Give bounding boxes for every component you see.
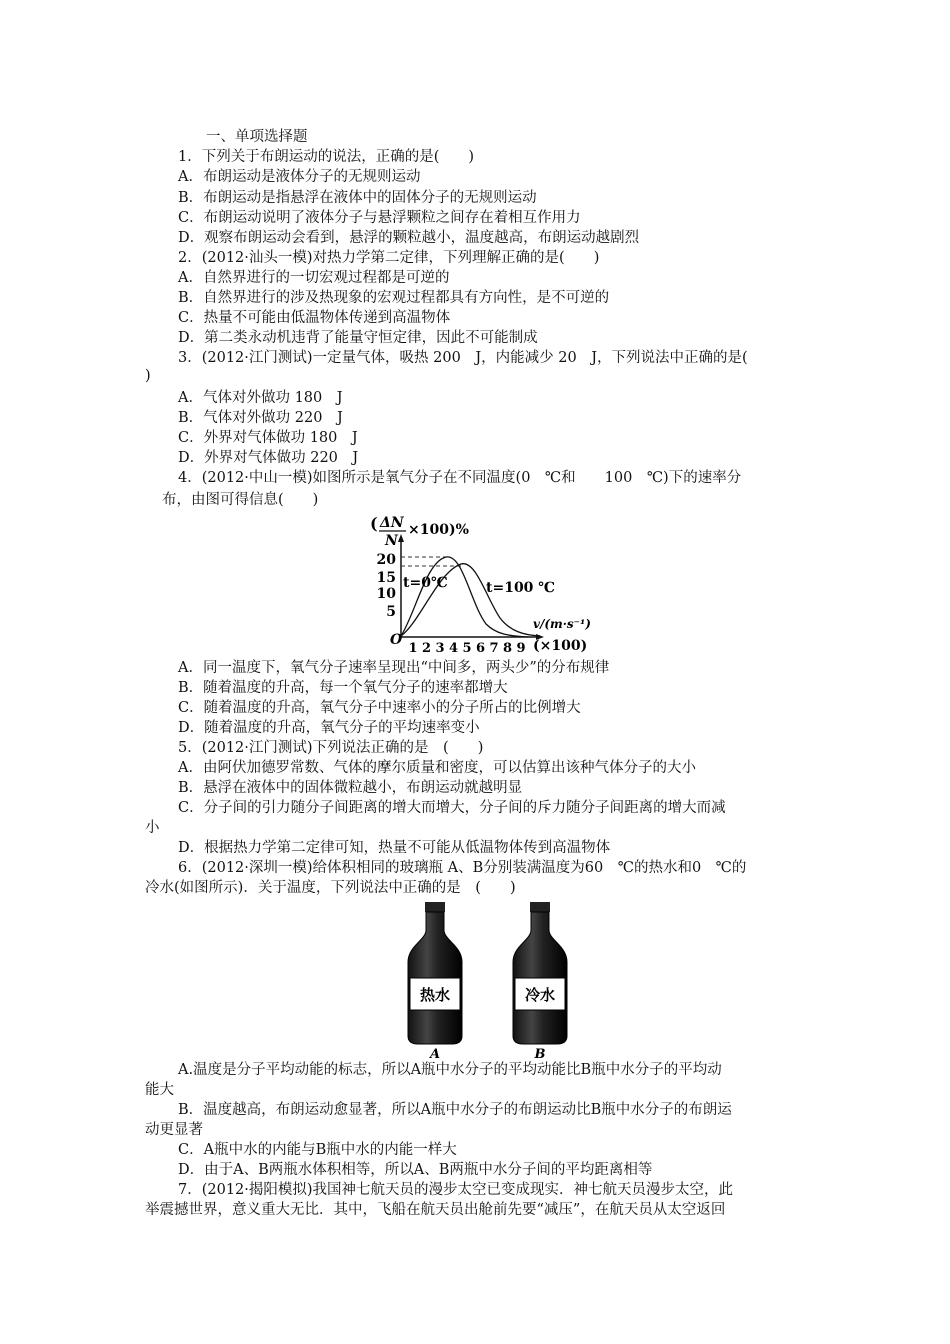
q4-option-d: D．随着温度的升高，氧气分子的平均速率变小 bbox=[178, 720, 480, 736]
q3-option-c: C．外界对气体做功 180 J bbox=[178, 430, 358, 446]
x-tick-labels bbox=[408, 641, 525, 656]
bottle-a-cap bbox=[425, 902, 445, 912]
bottle-a-caption: A bbox=[429, 1047, 441, 1060]
bottle-b-caption: B bbox=[534, 1047, 546, 1060]
curve-t-0 bbox=[401, 557, 528, 637]
x-axis-label: v/(m·s⁻¹) bbox=[533, 617, 591, 631]
q4-option-a: A．同一温度下，氧气分子速率呈现出“中间多，两头少”的分布规律 bbox=[178, 660, 610, 676]
q6-option-b-cont: 动更显著 bbox=[145, 1122, 203, 1138]
y-label-numerator: ΔN bbox=[380, 515, 404, 531]
x-tick-label: 1 bbox=[408, 641, 418, 656]
y-tick-labels bbox=[377, 552, 397, 620]
q5-option-c: C．分子间的引力随分子间距离的增大而增大，分子间的斥力随分子间距离的增大而减 bbox=[178, 800, 726, 816]
q1-option-c: C．布朗运动说明了液体分子与悬浮颗粒之间存在着相互作用力 bbox=[178, 210, 581, 226]
q6-option-d: D．由于A、B两瓶水体积相等，所以A、B两瓶中水分子间的平均距离相等 bbox=[178, 1162, 653, 1178]
q6-stem-cont: 冷水(如图所示)．关于温度，下列说法中正确的是 ( ) bbox=[145, 880, 516, 896]
x-tick-label: 3 bbox=[435, 641, 445, 656]
q3-stem-cont: ) bbox=[145, 368, 151, 384]
bottles-figure bbox=[400, 900, 570, 1060]
y-tick-label: 5 bbox=[386, 604, 396, 620]
curve-hot-label: t=100 ℃ bbox=[486, 580, 556, 596]
q2-option-b: B．自然界进行的涉及热现象的宏观过程都具有方向性，是不可逆的 bbox=[178, 290, 610, 306]
y-label-tail: ×100)% bbox=[408, 522, 469, 538]
x-tick-label: 5 bbox=[462, 641, 472, 656]
q6-option-a-cont: 能大 bbox=[145, 1082, 174, 1098]
q6-option-b: B．温度越高，布朗运动愈显著，所以A瓶中水分子的布朗运动比B瓶中水分子的布朗运 bbox=[178, 1102, 732, 1118]
q2-stem: 2．(2012·汕头一模)对热力学第二定律，下列理解正确的是( ) bbox=[178, 250, 600, 266]
q6-stem: 6．(2012·深圳一模)给体积相同的玻璃瓶 A、B分别装满温度为60 ℃的热水和0 ℃的 bbox=[178, 860, 747, 876]
y-label-open: ( bbox=[370, 514, 378, 533]
q3-option-a: A．气体对外做功 180 J bbox=[178, 390, 343, 406]
q6-option-c: C．A瓶中水的内能与B瓶中水的内能一样大 bbox=[178, 1142, 457, 1158]
bottle-a-label: 热水 bbox=[419, 986, 451, 1004]
q5-option-b: B．悬浮在液体中的固体微粒越小，布朗运动就越明显 bbox=[178, 780, 523, 796]
x-tick-label: 6 bbox=[475, 641, 486, 656]
bottle-b-cap bbox=[530, 902, 550, 912]
x-tick-label: 2 bbox=[421, 641, 432, 656]
q2-option-a: A．自然界进行的一切宏观过程都是可逆的 bbox=[178, 270, 450, 286]
q3-option-d: D．外界对气体做功 220 J bbox=[178, 450, 359, 466]
q1-option-b: B．布朗运动是指悬浮在液体中的固体分子的无规则运动 bbox=[178, 190, 537, 206]
curve-cold-label: t=0℃ bbox=[403, 575, 448, 591]
q4-option-b: B．随着温度的升高，每一个氧气分子的速率都增大 bbox=[178, 680, 508, 696]
speed-distribution-figure bbox=[368, 512, 608, 657]
q1-stem: 1．下列关于布朗运动的说法，正确的是( ) bbox=[178, 149, 475, 165]
q3-stem: 3．(2012·江门测试)一定量气体，吸热 200 J，内能减少 20 J，下列说法中正确的是( bbox=[178, 350, 748, 366]
x-tick-label: 9 bbox=[516, 641, 526, 656]
y-tick-label: 15 bbox=[376, 570, 396, 586]
bottle-a bbox=[408, 902, 462, 1044]
y-axis-arrow bbox=[398, 534, 404, 542]
q4-stem: 4．(2012·中山一模)如图所示是氧气分子在不同温度(0 ℃和 100 ℃)下的速率分 bbox=[178, 470, 742, 486]
q1-option-d: D．观察布朗运动会看到，悬浮的颗粒越小，温度越高，布朗运动越剧烈 bbox=[178, 230, 640, 246]
q4-option-c: C．随着温度的升高，氧气分子中速率小的分子所占的比例增大 bbox=[178, 700, 581, 716]
origin-label: O bbox=[390, 632, 403, 648]
q4-stem-cont: 布，由图可得信息( ) bbox=[162, 492, 319, 508]
x-tick-label: 4 bbox=[448, 641, 459, 656]
x-tick-label: 8 bbox=[502, 641, 513, 656]
q5-option-c-cont: 小 bbox=[145, 820, 160, 836]
bottle-b-label: 冷水 bbox=[524, 986, 556, 1004]
q5-stem: 5．(2012·江门测试)下列说法正确的是 ( ) bbox=[178, 740, 484, 756]
q2-option-c: C．热量不可能由低温物体传递到高温物体 bbox=[178, 310, 451, 326]
y-tick-label: 20 bbox=[376, 552, 396, 568]
x-axis-unit: (×100) bbox=[533, 638, 588, 654]
q5-option-a: A．由阿伏加德罗常数、气体的摩尔质量和密度，可以估算出该种气体分子的大小 bbox=[178, 760, 696, 776]
section-title: 一、单项选择题 bbox=[206, 129, 308, 145]
q7-line-1: 7．(2012·揭阳模拟)我国神七航天员的漫步太空已变成现实．神七航天员漫步太空，此 bbox=[178, 1182, 734, 1198]
q6-option-a: A.温度是分子平均动能的标志，所以A瓶中水分子的平均动能比B瓶中水分子的平均动 bbox=[178, 1062, 722, 1078]
q7-line-2: 举震撼世界，意义重大无比．其中，飞船在航天员出舱前先要“减压”，在航天员从太空返回 bbox=[145, 1202, 726, 1218]
q5-option-d: D．根据热力学第二定律可知，热量不可能从低温物体传到高温物体 bbox=[178, 840, 611, 856]
x-tick-label: 7 bbox=[489, 641, 499, 656]
q2-option-d: D．第二类永动机违背了能量守恒定律，因此不可能制成 bbox=[178, 330, 538, 346]
q3-option-b: B．气体对外做功 220 J bbox=[178, 410, 343, 426]
bottle-b bbox=[513, 902, 567, 1044]
y-label-denominator: N bbox=[385, 533, 398, 549]
q1-option-a: A．布朗运动是液体分子的无规则运动 bbox=[178, 169, 421, 185]
y-tick-label: 10 bbox=[376, 586, 396, 602]
